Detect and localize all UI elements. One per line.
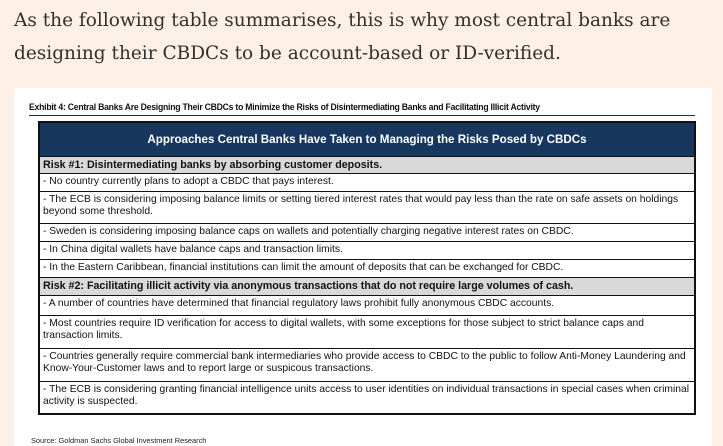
- title-divider: [29, 115, 695, 116]
- table-row: - Countries generally require commercial bank intermediaries who provide access to CBDC to the public to follow Anti-Money Laundering and Know-Your-Customer laws and to report large or suspicous transactions.: [40, 349, 694, 382]
- risks-table: [38, 121, 696, 415]
- table-row: - In the Eastern Caribbean, financial institutions can limit the amount of deposits that can be exchanged for CBDC.: [40, 260, 694, 278]
- intro-paragraph: As the following table summarises, this is why most central banks are designing their CBDCs to be account-based or ID-verified.: [14, 10, 671, 64]
- table-row: - Most countries require ID verification for access to digital wallets, with some exceptions for those subject to strict balance caps and transaction limits.: [40, 316, 694, 349]
- risk-1-heading: Risk #1: Disintermediating banks by absorbing customer deposits.: [40, 157, 694, 174]
- table-row: - In China digital wallets have balance caps and transaction limits.: [40, 242, 694, 260]
- exhibit-title: Exhibit 4: Central Banks Are Designing Their CBDCs to Minimize the Risks of Disintermediating Banks and Facilitating Illicit Activity: [29, 102, 540, 112]
- table-row: - A number of countries have determined that financial regulatory laws prohibit fully anonymous CBDC accounts.: [40, 296, 694, 316]
- table-row: - The ECB is considering granting financial intelligence units access to user identities on individual transactions in special cases when criminal activity is suspected.: [43, 384, 689, 408]
- risk-2-heading: Risk #2: Facilitating illicit activity via anonymous transactions that do not require large volumes of cash.: [40, 278, 694, 296]
- table-row: - No country currently plans to adopt a CBDC that pays interest.: [40, 174, 694, 192]
- table-row: - The ECB is considering imposing balance limits or setting tiered interest rates that would pay less than the rate on safe assets on holdings beyond some threshold.: [40, 192, 694, 224]
- source-note: Source: Goldman Sachs Global Investment Research: [31, 436, 207, 445]
- table-row: - Sweden is considering imposing balance caps on wallets and potentially charging negative interest rates on CBDC.: [40, 224, 694, 242]
- exhibit-figure: [14, 88, 712, 446]
- table-header: Approaches Central Banks Have Taken to Managing the Risks Posed by CBDCs: [40, 123, 694, 157]
